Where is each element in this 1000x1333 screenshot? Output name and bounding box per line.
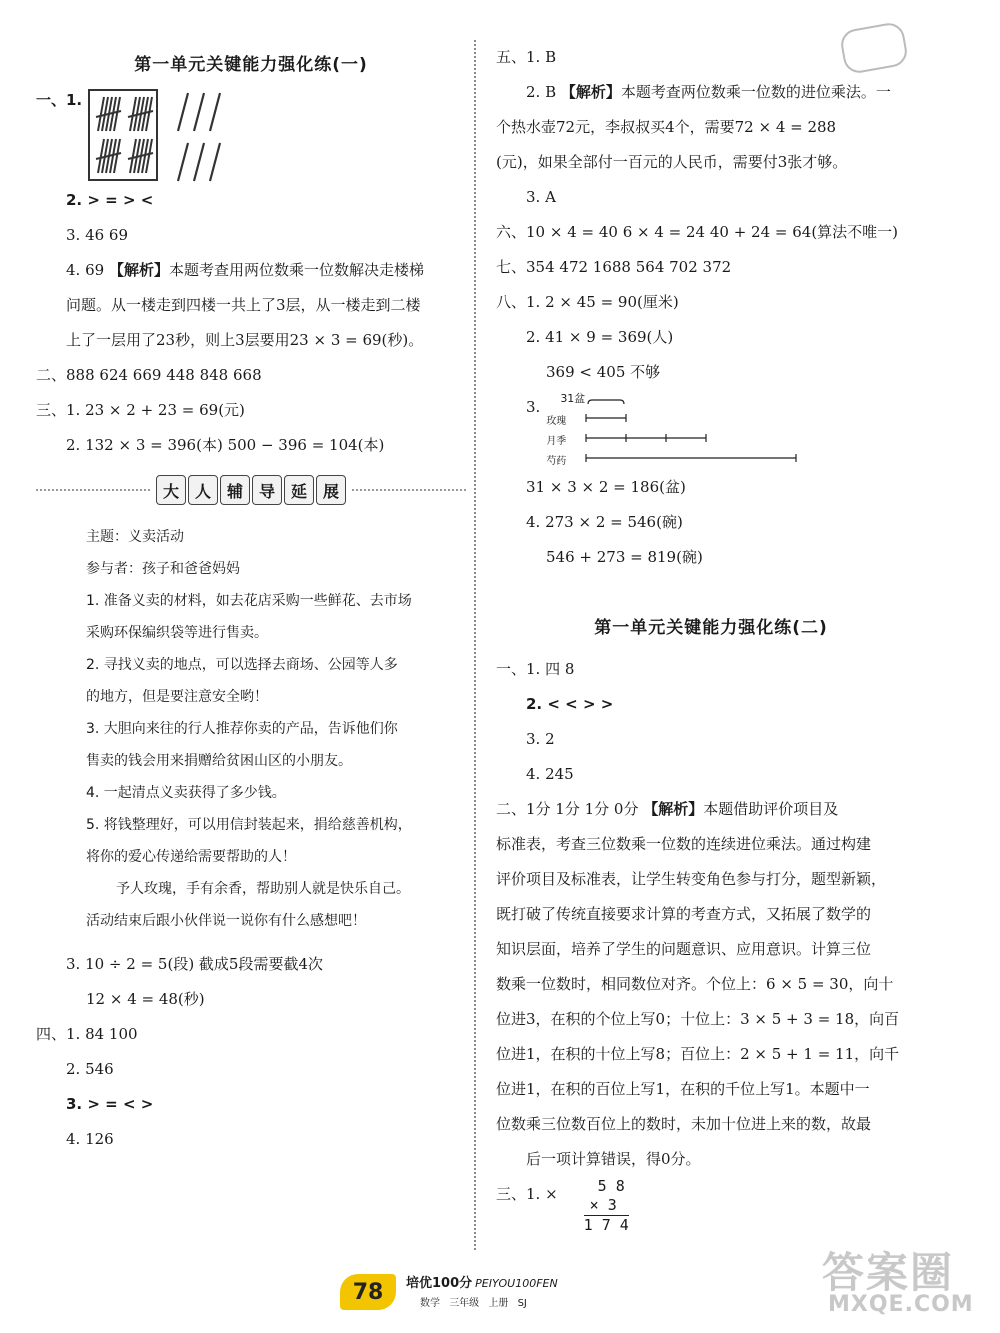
t2-q2-line: 数乘一位数时，相同数位对齐。个位上：6 × 5 = 30，向十: [496, 975, 894, 993]
q8-2-line1: 2. 41 × 9 = 369(人): [526, 328, 674, 346]
q7: 七、354 472 1688 564 702 372: [496, 258, 732, 276]
q4-1: 四、1. 84 100: [36, 1025, 138, 1043]
banner-tile: 展: [316, 475, 346, 505]
section-title-1: 第一单元关键能力强化练(一): [134, 55, 368, 75]
brand-en: PEIYOU100FEN: [475, 1277, 558, 1290]
q4-4: 4. 126: [66, 1130, 114, 1148]
t2-q1-1: 一、1. 四 8: [496, 660, 575, 678]
q3-3-line1: 3. 10 ÷ 2 = 5(段) 截成5段需要截4次: [66, 955, 324, 973]
t2-q2-text: 本题借助评价项目及: [703, 800, 839, 818]
vert-top: 5 8: [597, 1177, 625, 1195]
stick-bundle-icon: [94, 137, 122, 175]
q1-4-line1: [36, 253, 466, 288]
diagram-top-label: 31盆: [560, 392, 586, 405]
q8-3-row: [496, 390, 926, 470]
q4-3: 3. > = < >: [66, 1095, 154, 1113]
t2-q2-line: 位进1，在积的十位上写8；百位上：2 × 5 + 1 = 11，向千: [496, 1045, 900, 1063]
activity-step1-line2: 采购环保编织袋等进行售卖。: [86, 625, 268, 641]
q1-1-row: [36, 89, 466, 183]
page-number: 78: [340, 1274, 396, 1310]
t2-q2-line: 位进1，在积的百位上写1，在积的千位上写1。本题中一: [496, 1080, 870, 1098]
q8-2-line2: 369 < 405 不够: [546, 363, 661, 381]
book-subject: 数学: [420, 1298, 440, 1309]
stick-bundle-icon: [126, 137, 154, 175]
brand-name: [406, 1272, 558, 1291]
banner-tile: 人: [188, 475, 218, 505]
q5-2-line2: 个热水壶72元，李叔叔买4个，需要72 × 4 = 288: [496, 118, 837, 136]
column-divider: [474, 40, 476, 1250]
q4-2: 2. 546: [66, 1060, 114, 1078]
line-segment-diagram: [546, 390, 806, 470]
diagram-row2-label: 月季: [546, 436, 567, 447]
vertical-multiplication: [584, 1177, 629, 1235]
activity-step5-line2: 将你的爱心传递给需要帮助的人！: [86, 849, 296, 865]
left-column: [36, 40, 466, 1157]
right-column: [496, 40, 926, 1235]
activity-step2-line2: 的地方，但是要注意安全哟！: [86, 689, 268, 705]
q1-4-answer: 4. 69: [66, 261, 109, 279]
activity-participants: 参与者：孩子和爸爸妈妈: [86, 561, 240, 577]
t2-q2-line: 位数乘三位数百位上的数时，未加十位进上来的数，故最: [496, 1115, 872, 1133]
t2-q2-line: 知识层面，培养了学生的问题意识、应用意识。计算三位: [496, 940, 872, 958]
q1-3: 3. 46 69: [66, 226, 129, 244]
t2-q1-2: 2. < < > >: [526, 695, 614, 713]
t2-q2-line: 位进3，在积的个位上写0；十位上：3 × 5 + 3 = 18，向百: [496, 1010, 900, 1028]
q3-2: 2. 132 × 3 = 396(本) 500 − 396 = 104(本): [66, 436, 385, 454]
stick-bundle-icon: [126, 95, 154, 133]
watermark: [818, 1240, 988, 1330]
q1-4-text: 本题考查用两位数乘一位数解决走楼梯: [168, 261, 424, 279]
q5-1: 五、1. B: [496, 48, 557, 66]
analysis-tag: 【解析】: [108, 261, 169, 279]
stick-bundles-box: [88, 89, 158, 181]
t2-q2-line1: [496, 792, 926, 827]
q1-4-line2: 问题。从一楼走到四楼一共上了3层，从一楼走到二楼: [66, 296, 421, 314]
activity-step2-line1: 2. 寻找义卖的地点，可以选择去商场、公园等人多: [86, 657, 398, 673]
vert-mid: × 3: [589, 1196, 617, 1214]
watermark-url: MXQE.COM: [828, 1292, 974, 1317]
loose-sticks-icon: [174, 91, 234, 183]
activity-closing2: 活动结束后跟小伙伴说一说你有什么感想吧！: [86, 913, 366, 929]
diagram-row3-label: 芍药: [546, 456, 567, 467]
t2-q2-line: 既打破了传统直接要求计算的考查方式，又拓展了数学的: [496, 905, 872, 923]
book-edition: SJ: [517, 1298, 527, 1309]
brand-cn: 培优100分: [406, 1276, 473, 1291]
section-title-2: 第一单元关键能力强化练(二): [594, 618, 828, 638]
q8-3-label: 3.: [526, 398, 541, 416]
activity-step5-line1: 5. 将钱整理好，可以用信封装起来，捐给慈善机构，: [86, 817, 412, 833]
q8-3-calc: 31 × 3 × 2 = 186(盆): [526, 478, 686, 496]
q8-4-line1: 4. 273 × 2 = 546(碗): [526, 513, 683, 531]
analysis-tag: 【解析】: [560, 83, 621, 101]
q1-1-label: 一、1.: [36, 91, 83, 109]
banner-tile: 大: [156, 475, 186, 505]
stick-bundle-icon: [94, 95, 122, 133]
q2: 二、888 624 669 448 848 668: [36, 366, 262, 384]
t2-q2-line: 评价项目及标准表，让学生转变角色参与打分，题型新颖，: [496, 870, 887, 888]
q3-3-line2: 12 × 4 = 48(秒): [86, 990, 205, 1008]
q3-1: 三、1. 23 × 2 + 23 = 69(元): [36, 401, 245, 419]
activity-closing1: 予人玫瑰，手有余香，帮助别人就是快乐自己。: [116, 881, 410, 897]
analysis-tag: 【解析】: [643, 800, 704, 818]
q1-2: 2. > = > <: [66, 191, 154, 209]
banner-tile: 延: [284, 475, 314, 505]
activity-step3-line1: 3. 大胆向来往的行人推荐你卖的产品，告诉他们你: [86, 721, 398, 737]
t2-q2-line: 标准表，考查三位数乘一位数的连续进位乘法。通过构建: [496, 835, 872, 853]
t2-q1-4: 4. 245: [526, 765, 574, 783]
page-footer: [340, 1270, 620, 1314]
activity-step3-line2: 售卖的钱会用来捐赠给贫困山区的小朋友。: [86, 753, 352, 769]
activity-step1-line1: 1. 准备义卖的材料，如去花店采购一些鲜花、去市场: [86, 593, 412, 609]
diagram-row1-label: 玫瑰: [546, 416, 567, 427]
activity-theme: 主题：义卖活动: [86, 529, 184, 545]
vert-bot: 1 7 4: [583, 1216, 629, 1234]
t2-q1-3: 3. 2: [526, 730, 555, 748]
book-info: [420, 1294, 527, 1309]
parent-guide-banner: [36, 475, 466, 505]
t2-q2-line: 后一项计算错误，得0分。: [526, 1150, 701, 1168]
q6: 六、10 × 4 = 40 6 × 4 = 24 40 + 24 = 64(算法不唯一): [496, 223, 899, 241]
t2-q2-scores: 二、1分 1分 1分 0分: [496, 800, 644, 818]
t2-q3-1-label: 三、1. ×: [496, 1185, 558, 1203]
banner-tiles: [150, 475, 352, 505]
q5-2-line1: [496, 75, 926, 110]
q5-2-text: 本题考查两位数乘一位数的进位乘法。一: [620, 83, 891, 101]
watermark-text: 答案圈: [822, 1248, 955, 1297]
q1-4-line3: 上了一层用了23秒，则上3层要用23 × 3 = 69(秒)。: [66, 331, 424, 349]
q5-3: 3. A: [526, 188, 556, 206]
q8-1: 八、1. 2 × 45 = 90(厘米): [496, 293, 679, 311]
book-grade: 三年级: [449, 1298, 480, 1309]
q8-4-line2: 546 + 273 = 819(碗): [546, 548, 703, 566]
book-volume: 上册: [488, 1298, 509, 1309]
banner-tile: 导: [252, 475, 282, 505]
activity-step4: 4. 一起清点义卖获得了多少钱。: [86, 785, 286, 801]
banner-tile: 辅: [220, 475, 250, 505]
q5-2-line3: (元)，如果全部付一百元的人民币，需要付3张才够。: [496, 153, 848, 171]
t2-q3-1-row: [496, 1177, 926, 1235]
q5-2-answer: 2. B: [526, 83, 561, 101]
segment-lines-icon: [546, 390, 806, 470]
